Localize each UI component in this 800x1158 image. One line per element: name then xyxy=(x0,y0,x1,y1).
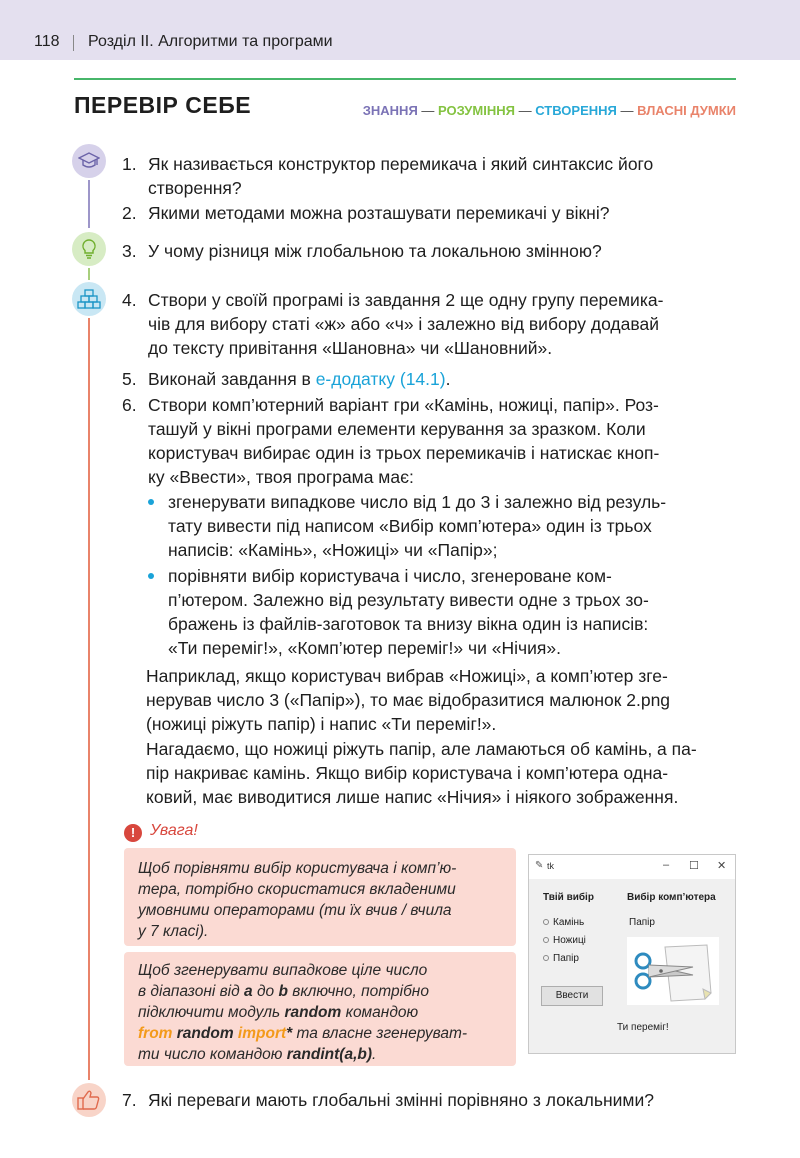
bullet-text: порівняти вибір користувача і число, згенероване ком- xyxy=(168,566,612,586)
legend-dash: — xyxy=(620,103,634,118)
radio-circle[interactable] xyxy=(543,919,549,925)
question-number: 6. xyxy=(122,395,137,415)
page-number: 118 xyxy=(34,33,60,50)
note-text: до xyxy=(252,983,279,1000)
section-title: ПЕРЕВІР СЕБЕ xyxy=(74,92,252,118)
question-2 xyxy=(122,201,736,225)
exclamation-icon: ! xyxy=(124,824,142,842)
radio-circle[interactable] xyxy=(543,955,549,961)
page-header xyxy=(0,0,800,60)
question-number: 4. xyxy=(122,290,137,310)
radio-label: Камінь xyxy=(553,917,585,928)
paragraph-line: нерував число 3 («Папір»), то має відобразитися малюнок 2.png xyxy=(146,690,671,710)
radio-scissors[interactable] xyxy=(543,935,586,946)
question-text: Виконай завдання в xyxy=(148,369,316,389)
note-star: * xyxy=(286,1025,293,1042)
question-number: 2. xyxy=(122,203,137,223)
note-var-a: a xyxy=(244,983,253,1000)
computer-choice-value: Папір xyxy=(629,917,655,928)
note-text: командою xyxy=(341,1004,419,1021)
question-4 xyxy=(122,288,736,360)
note-line: у 7 класі). xyxy=(138,923,209,940)
tk-window-sample xyxy=(528,854,736,1054)
graduation-cap-icon xyxy=(72,144,106,178)
note-line xyxy=(138,981,502,1002)
note-var-b: b xyxy=(278,983,288,1000)
note-text: . xyxy=(372,1046,377,1063)
paragraph-line: пір накриває камінь. Якщо вибір користувача і комп’ютера одна- xyxy=(146,763,669,783)
feather-icon: ✎ xyxy=(535,860,544,871)
enter-button[interactable]: Ввести xyxy=(541,986,603,1006)
minimize-icon[interactable]: – xyxy=(663,859,670,871)
note-line xyxy=(138,1044,502,1065)
blocks-icon xyxy=(72,282,106,316)
note-text: ти число командою xyxy=(138,1046,287,1063)
legend-creation: СТВОРЕННЯ xyxy=(535,103,617,118)
question-number: 1. xyxy=(122,154,137,174)
close-icon[interactable]: ✕ xyxy=(717,860,727,872)
question-text: У чому різниця між глобальною та локальною змінною? xyxy=(148,241,602,261)
radio-rock[interactable] xyxy=(543,917,584,928)
legend-own-thoughts: ВЛАСНІ ДУМКИ xyxy=(637,103,736,118)
note-line: Щоб згенерувати випадкове ціле число xyxy=(138,962,428,979)
bullet-text: «Ти переміг!», «Комп’ютер переміг!» чи «Нічия». xyxy=(168,638,561,658)
note-line: тера, потрібно скористатися вкладеними xyxy=(138,881,456,898)
keyword-import: import xyxy=(237,1025,287,1042)
question-text: Які переваги мають глобальні змінні порівняно з локальними? xyxy=(148,1090,654,1110)
tk-window-title: tk xyxy=(547,861,555,871)
question-text: чів для вибору статі «ж» або «ч» і залежно від вибору додавай xyxy=(148,314,659,334)
radio-circle[interactable] xyxy=(543,937,549,943)
knowledge-connector xyxy=(88,180,90,228)
note-random-module xyxy=(124,952,516,1066)
bullet-text: згенерувати випадкове число від 1 до 3 і залежно від резуль- xyxy=(168,492,667,512)
bullet-dot xyxy=(148,573,154,579)
tk-titlebar xyxy=(529,855,735,879)
paragraph-line: (ножиці ріжуть папір) і напис «Ти переміг!». xyxy=(146,714,497,734)
paragraph-line: Наприклад, якщо користувач вибрав «Ножиці», а комп’ютер зге- xyxy=(146,666,668,686)
scissors-paper-image xyxy=(627,937,719,1005)
list-item xyxy=(148,490,736,562)
reminder-paragraph xyxy=(146,737,736,809)
question-text: Як називається конструктор перемикача і який синтаксис його xyxy=(148,154,654,174)
note-module-random: random xyxy=(284,1004,342,1021)
attention-heading xyxy=(124,822,198,842)
note-text: включно, потрібно xyxy=(287,983,429,1000)
question-1 xyxy=(122,152,736,200)
note-line: Щоб порівняти вибір користувача і комп’ю- xyxy=(138,860,457,877)
question-text: Створи комп’ютерний варіант гри «Камінь, ножиці, папір». Роз- xyxy=(148,395,659,415)
note-nested-conditions xyxy=(124,848,516,946)
legend-knowledge: ЗНАННЯ xyxy=(362,103,418,118)
legend-dash: — xyxy=(518,103,532,118)
bullet-text: бражень із файлів-заготовок та внизу вікна один із написів: xyxy=(168,614,649,634)
note-randint: randint(a,b) xyxy=(286,1046,373,1063)
question-text: до тексту привітання «Шановна» чи «Шановний». xyxy=(148,338,553,358)
question-number: 7. xyxy=(122,1090,137,1110)
chapter-title: Розділ ІІ. Алгоритми та програми xyxy=(88,33,333,50)
header-separator xyxy=(73,35,74,51)
lightbulb-icon xyxy=(72,232,106,266)
your-choice-label: Твій вибір xyxy=(543,892,594,903)
question-6 xyxy=(122,393,736,489)
list-item xyxy=(148,564,736,660)
question-5 xyxy=(122,367,736,391)
question-7 xyxy=(122,1088,736,1112)
radio-label: Ножиці xyxy=(553,935,586,946)
creation-connector xyxy=(88,318,90,1080)
radio-paper[interactable] xyxy=(543,953,579,964)
question-number: 5. xyxy=(122,369,137,389)
example-paragraph xyxy=(146,664,736,736)
question-text: Створи у своїй програмі із завдання 2 ще одну групу перемика- xyxy=(148,290,664,310)
attention-label: Увага! xyxy=(150,822,198,839)
question-text: ку «Ввести», твоя програма має: xyxy=(148,467,414,487)
e-appendix-link[interactable]: е-додатку (14.1) xyxy=(315,369,446,389)
thumbs-up-icon xyxy=(72,1083,106,1117)
question-text: ташуй у вікні програми елементи керування за зразком. Коли xyxy=(148,419,646,439)
computer-choice-label: Вибір комп’ютера xyxy=(627,892,716,903)
bullet-text: написів: «Камінь», «Ножиці» чи «Папір»; xyxy=(168,540,498,560)
note-text: та власне згенеруват- xyxy=(292,1025,468,1042)
maximize-icon[interactable]: ☐ xyxy=(689,860,699,872)
question-text: створення? xyxy=(148,178,242,198)
question-text: . xyxy=(445,369,451,389)
question-3 xyxy=(122,239,736,263)
bullet-text: тату вивести під написом «Вибір комп’ютера» один із трьох xyxy=(168,516,652,536)
section-rule xyxy=(74,78,736,80)
result-label: Ти переміг! xyxy=(617,1022,669,1033)
question-number: 3. xyxy=(122,241,137,261)
question-text: Якими методами можна розташувати перемикачі у вікні? xyxy=(148,203,610,223)
paragraph-line: Нагадаємо, що ножиці ріжуть папір, але ламаються об камінь, а па- xyxy=(146,739,697,759)
note-line xyxy=(138,1002,502,1023)
note-text: підключити модуль xyxy=(138,1004,285,1021)
bullet-text: п’ютером. Залежно від результату вивести одне з трьох зо- xyxy=(168,590,649,610)
keyword-from: from xyxy=(138,1025,173,1042)
note-line: умовними операторами (ти їх вчив / вчила xyxy=(138,902,452,919)
understanding-connector xyxy=(88,268,90,280)
legend-dash: — xyxy=(421,103,435,118)
skill-legend xyxy=(363,103,736,118)
question-text: користувач вибирає один із трьох перемикачів і натискає кноп- xyxy=(148,443,660,463)
note-line xyxy=(138,1023,502,1044)
paragraph-line: ковий, має виводитися лише напис «Нічия» і ніякого зображення. xyxy=(146,787,679,807)
bullet-dot xyxy=(148,499,154,505)
note-text: в діапазоні від xyxy=(138,983,245,1000)
note-module-random: random xyxy=(176,1025,234,1042)
radio-label: Папір xyxy=(553,953,579,964)
legend-understanding: РОЗУМІННЯ xyxy=(438,103,515,118)
